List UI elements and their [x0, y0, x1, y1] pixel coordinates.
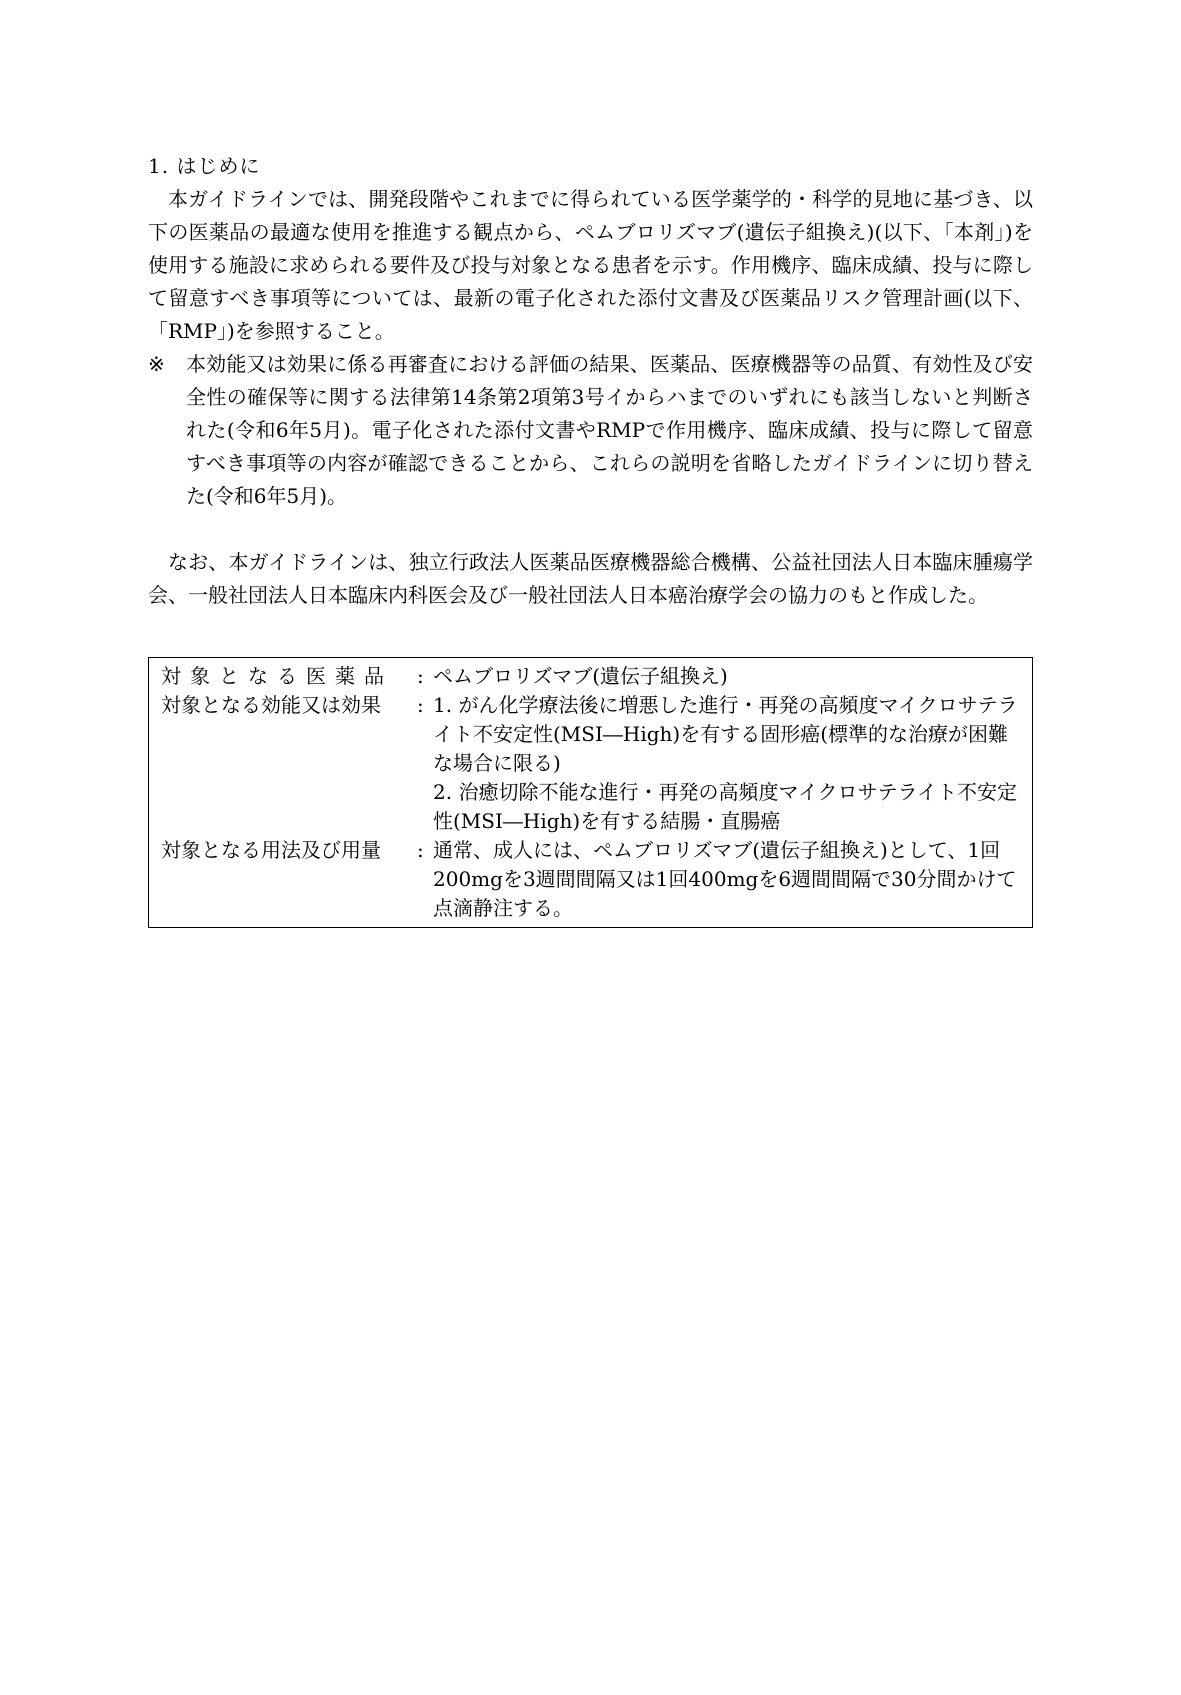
note-mark: ※ — [148, 352, 165, 376]
drug-row — [161, 662, 1020, 691]
indication-item-2: 2. 治癒切除不能な進行・再発の高頻度マイクロサテライト不安定性(MSI―High)を有する結腸・直腸癌 — [433, 780, 1018, 833]
dosage-colon: : — [417, 838, 424, 862]
paragraph-spacer — [148, 513, 1033, 546]
dosage-label: 対象となる用法及び用量 — [161, 838, 381, 862]
note-block — [148, 348, 1033, 513]
dosage-value: 通常、成人には、ペムブロリズマブ(遺伝子組換え)として、1回200mgを3週間間隔又は1回400mgを6週間間隔で30分間かけて点滴静注する。 — [433, 838, 1017, 920]
document-page — [148, 150, 1033, 928]
intro-paragraph: 本ガイドラインでは、開発段階やこれまでに得られている医学薬学的・科学的見地に基づき、以下の医薬品の最適な使用を推進する観点から、ペムブロリズマブ(遺伝子組換え)(以下、「本剤」)を使用する施設に求められる要件及び投与対象となる患者を示す。作用機序、臨床成績、投与に際して留意すべき事項等については、最新の電子化された添付文書及び医薬品リスク管理計画(以下、「RMP」)を参照すること。 — [148, 187, 1033, 343]
note-text: 本効能又は効果に係る再審査における評価の結果、医薬品、医療機器等の品質、有効性及び安全性の確保等に関する法律第14条第2項第3号イからハまでのいずれにも該当しないと判断された(令和6年5月)。電子化された添付文書やRMPで作用機序、臨床成績、投与に際して留意すべき事項等の内容が確認できることから、これらの説明を省略したガイドラインに切り替えた(令和6年5月)。 — [186, 352, 1033, 508]
section-heading: 1. はじめに — [148, 154, 261, 178]
cooperation-paragraph: なお、本ガイドラインは、独立行政法人医薬品医療機器総合機構、公益社団法人日本臨床腫瘍学会、一般社団法人日本臨床内科医会及び一般社団法人日本癌治療学会の協力のもと作成した。 — [148, 550, 1033, 607]
dosage-row — [161, 836, 1020, 923]
drug-label: 対象となる医薬品 — [161, 664, 393, 688]
target-info-box — [148, 657, 1033, 928]
indication-item-1: 1. がん化学療法後に増悪した進行・再発の高頻度マイクロサテライト不安定性(MSI―High)を有する固形癌(標準的な治療が困難な場合に限る) — [433, 693, 1018, 775]
indication-label: 対象となる効能又は効果 — [161, 693, 381, 717]
drug-colon: : — [417, 664, 424, 688]
indication-values — [433, 691, 1020, 836]
indication-row — [161, 691, 1020, 836]
drug-value: ペムブロリズマブ(遺伝子組換え) — [433, 664, 728, 688]
indication-colon: : — [417, 693, 424, 717]
